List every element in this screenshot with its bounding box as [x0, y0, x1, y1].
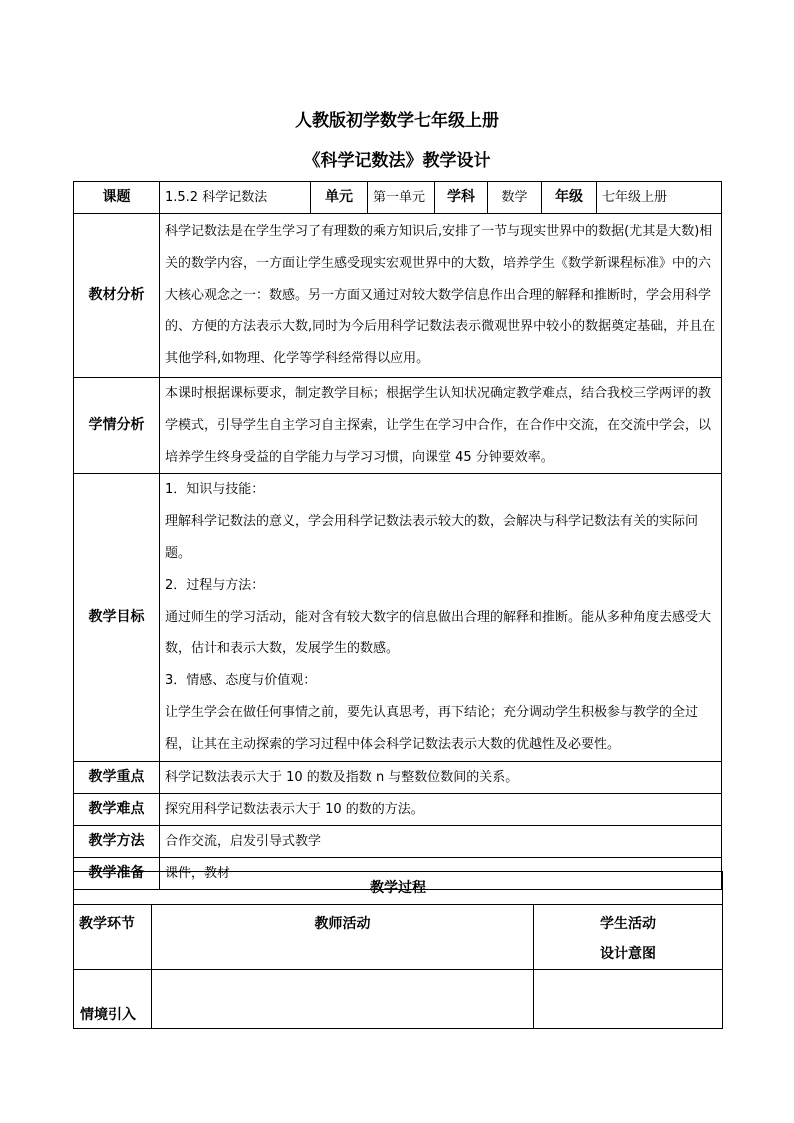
- goal-line: 3．情感、态度与价值观：: [165, 673, 317, 689]
- key-label: 教学重点: [74, 761, 160, 793]
- unit-label: 单元: [311, 182, 368, 214]
- teaching-process-table: [73, 871, 723, 1029]
- grade-label: 年级: [542, 182, 597, 214]
- prep-label: 教学准备: [74, 857, 160, 889]
- topic-label: 课题: [74, 182, 160, 214]
- topic-row: [74, 182, 722, 214]
- student-text: 本课时根据课标要求，制定教学目标；根据学生认知状况确定教学难点，结合我校三学两评的教学模式，引导学生自主学习自主探索，让学生在学习中合作，在合作中交流，在交流中学会，以培养学生终身受益的自学能力与学习习惯，向课堂 45 分钟要效率。: [160, 378, 722, 474]
- prep-text: 课件，教材: [160, 857, 722, 889]
- document-subtitle: 《科学记数法》教学设计: [303, 151, 491, 171]
- subject-value: 数学: [488, 182, 542, 214]
- student-activity-cell: [534, 970, 723, 1029]
- material-row: [74, 214, 722, 378]
- goal-line: 2．过程与方法：: [165, 577, 265, 593]
- student-activity-header: [534, 905, 723, 970]
- design-intent-label: 设计意图: [600, 946, 656, 962]
- difficulty-text: 探究用科学记数法表示大于 10 的数的方法。: [160, 793, 722, 825]
- student-activity-label: 学生活动: [600, 916, 656, 932]
- method-text: 合作交流，启发引导式教学: [160, 825, 722, 857]
- material-label: 教材分析: [74, 214, 160, 378]
- key-text: 科学记数法表示大于 10 的数及指数 n 与整数位数间的关系。: [160, 761, 722, 793]
- goal-line: 让学生学会在做任何事情之前，要先认真思考，再下结论；充分调动学生积极参与教学的全过程，让其在主动探索的学习过程中体会科学记数法表示大数的优越性及必要性。: [165, 704, 699, 752]
- teacher-activity-cell: [152, 970, 534, 1029]
- process-title-row: [74, 872, 723, 905]
- teacher-activity-header: 教师活动: [152, 905, 534, 970]
- goal-line: 通过师生的学习活动，能对含有较大数字的信息做出合理的解释和推断。能从多种角度去感受大数，估计和表示大数，发展学生的数感。: [165, 609, 712, 657]
- goal-label: 教学目标: [74, 474, 160, 761]
- goal-row: [74, 474, 722, 761]
- grade-value: 七年级上册: [597, 182, 722, 214]
- process-header-row: [74, 905, 723, 970]
- document-title: 人教版初学数学七年级上册: [295, 111, 499, 131]
- material-text: 科学记数法是在学生学习了有理数的乘方知识后,安排了一节与现实世界中的数据(尤其是大数)相关的数学内容，一方面让学生感受现实宏观世界中的大数，培养学生《数学新课程标准》中的六大核心观念之一：数感。另一方面又通过对较大数学信息作出合理的解释和推断时，学会用科学的、方便的方法表示大数,同时为今后用科学记数法表示微观世界中较小的数据奠定基础，并且在其他学科,如物理、化学等学科经常得以应用。: [160, 214, 722, 378]
- student-label: 学情分析: [74, 378, 160, 474]
- goal-text: [160, 474, 722, 761]
- subject-label: 学科: [435, 182, 488, 214]
- difficulty-label: 教学难点: [74, 793, 160, 825]
- method-label: 教学方法: [74, 825, 160, 857]
- stage-header: 教学环节: [74, 905, 152, 970]
- unit-value: 第一单元: [368, 182, 435, 214]
- student-row: [74, 378, 722, 474]
- goal-line: 理解科学记数法的意义，学会用科学记数法表示较大的数，会解决与科学记数法有关的实际问题。: [165, 514, 699, 561]
- goal-line: 1．知识与技能：: [165, 482, 265, 498]
- key-row: [74, 761, 722, 793]
- method-row: [74, 825, 722, 857]
- stage-cell: 情境引入: [74, 970, 152, 1029]
- process-title: 教学过程: [74, 872, 723, 905]
- difficulty-row: [74, 793, 722, 825]
- process-row: [74, 970, 723, 1029]
- topic-value: 1.5.2 科学记数法: [160, 182, 311, 214]
- lesson-info-table: [73, 181, 722, 890]
